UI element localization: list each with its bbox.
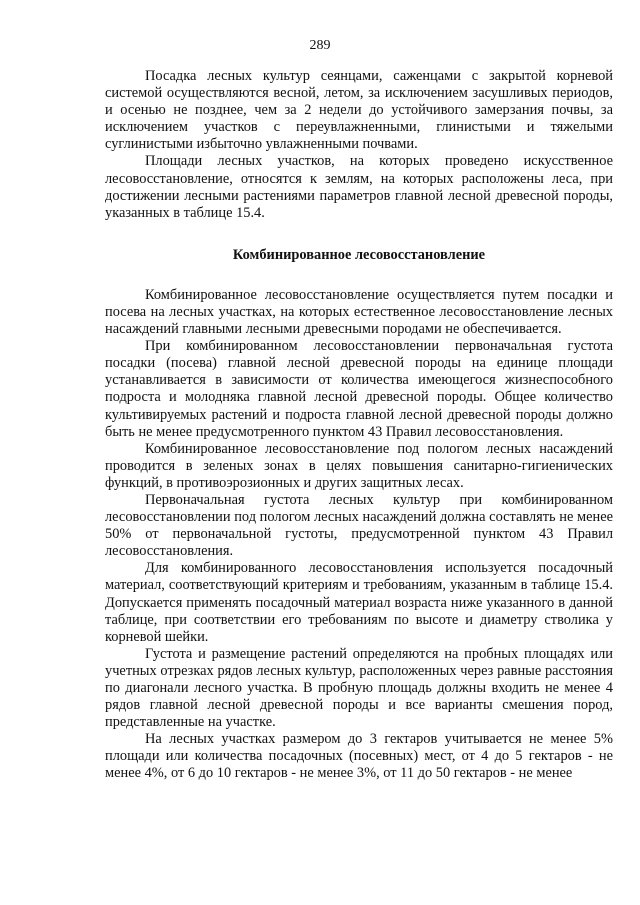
paragraph: Комбинированное лесовосстановление под пологом лесных насаждений проводится в зеленых зонах в целях повышения санитарно-гигиенических функций, в противоэрозионных и других защитных лесах. xyxy=(105,440,613,491)
page-number: 289 xyxy=(309,38,331,53)
paragraph: Для комбинированного лесовосстановления используется посадочный материал, соответствующий критериям и требованиям, указанным в таблице 15.4. Допускается применять посадочный материал возраста ниже указанного в данной таблице, при соответствии его требованиям по высоте и диаметру стволика у корневой шейки. xyxy=(105,560,613,645)
paragraph: Первоначальная густота лесных культур при комбинированном лесовосстановлении под пологом лесных насаждений должна составлять не менее 50% от первоначальной густоты, предусмотренной пунктом 43 Правил лесовосстановления. xyxy=(105,491,613,560)
paragraph: Площади лесных участков, на которых проведено искусственное лесовосстановление, относятся к землям, на которых расположены леса, при достижении лесными растениями параметров главной лесной древесной породы, указанных в таблице 15.4. xyxy=(105,153,613,221)
paragraph: Комбинированное лесовосстановление осуществляется путем посадки и посева на лесных участках, на которых естественное лесовосстановление лесных насаждений главными лесными древесными породами не обеспечивается. xyxy=(105,286,613,338)
paragraph: Посадка лесных культур сеянцами, саженцами с закрытой корневой системой осуществляются весной, летом, за исключением засушливых периодов, и осенью не позднее, чем за 2 недели до устойчивого замерзания почвы, за исключением участков с переувлажненными, глинистыми и тяжелыми суглинистыми избыточно увлажненными почвами. xyxy=(105,68,613,153)
page-content xyxy=(105,68,613,783)
paragraph: На лесных участках размером до 3 гектаров учитывается не менее 5% площади или количества посадочных (посевных) мест, от 4 до 5 гектаров - не менее 4%, от 6 до 10 гектаров - не менее 3%, от 11 до 50 гектаров - не менее xyxy=(105,731,613,782)
section-heading: Комбинированное лесовосстановление xyxy=(232,246,486,263)
paragraph: Густота и размещение растений определяются на пробных площадях или учетных отрезках рядов лесных культур, расположенных через равные расстояния по диагонали лесного участка. В пробную площадь должны входить не менее 4 рядов главной лесной древесной породы и все варианты смешения пород, представленные на участке. xyxy=(105,645,613,731)
paragraph: При комбинированном лесовосстановлении первоначальная густота посадки (посева) главной лесной древесной породы на единице площади устанавливается в зависимости от количества имеющегося жизнеспособного подроста и молодняка главной лесной древесной породы. Общее количество культивируемых растений и подроста главной лесной древесной породы должно быть не менее предусмотренного пунктом 43 Правил лесовосстановления. xyxy=(105,338,613,440)
